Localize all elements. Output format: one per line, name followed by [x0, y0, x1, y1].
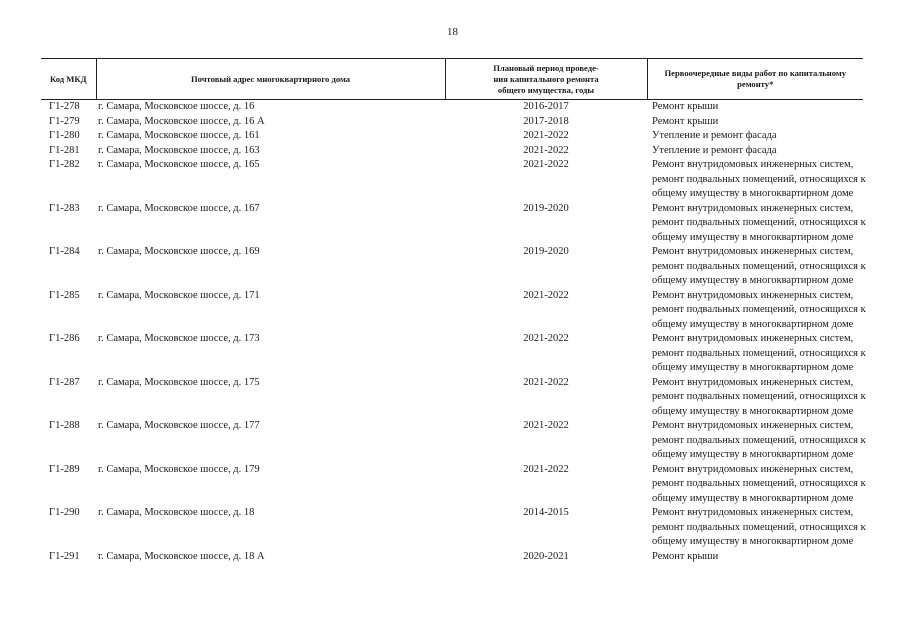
cell-address: г. Самара, Московское шоссе, д. 163: [98, 144, 260, 156]
works-line: ремонт подвальных помещений, относящихся к: [652, 347, 866, 359]
cell-address: г. Самара, Московское шоссе, д. 16 А: [98, 115, 265, 127]
cell-period: 2017-2018: [523, 115, 569, 127]
works-line: общему имуществу в многоквартирном доме: [652, 449, 854, 460]
header-period-line: ния капитального ремонта: [493, 73, 599, 84]
works-line: Утепление и ремонт фасада: [652, 144, 777, 156]
table-row: [41, 115, 863, 130]
cell-period: 2021-2022: [523, 289, 569, 301]
cell-works: [647, 289, 866, 333]
cell-period: 2021-2022: [523, 159, 569, 170]
cell-works: [647, 463, 866, 507]
works-line: ремонт подвальных помещений, относящихся к: [652, 217, 866, 228]
cell-period: 2016-2017: [523, 101, 569, 112]
works-line: Ремонт внутридомовых инженерных систем,: [652, 202, 854, 214]
cell-works: [647, 245, 866, 289]
works-line: Ремонт внутридомовых инженерных систем,: [652, 246, 854, 257]
cell-code: Г1-291: [49, 550, 80, 562]
works-line: ремонт подвальных помещений, относящихся к: [652, 478, 866, 489]
table-row: [41, 550, 863, 565]
cell-period: 2021-2022: [523, 420, 569, 431]
cell-address: г. Самара, Московское шоссе, д. 169: [98, 246, 260, 257]
cell-code: Г1-288: [49, 420, 80, 431]
header-works: [647, 59, 863, 100]
cell-code: Г1-280: [49, 130, 80, 141]
works-line: общему имуществу в многоквартирном доме: [652, 188, 854, 199]
table-row: [41, 158, 863, 202]
cell-code: Г1-282: [49, 159, 80, 170]
header-address: Почтовый адрес многоквартирного дома: [96, 59, 445, 100]
table-row: [41, 202, 863, 246]
table-row: [41, 376, 863, 420]
cell-works: [647, 100, 863, 115]
cell-works: [647, 419, 866, 463]
works-line: Ремонт внутридомовых инженерных систем,: [652, 376, 854, 388]
table-row: [41, 463, 863, 507]
cell-works: [647, 144, 863, 159]
table-row: [41, 289, 863, 333]
cell-address: г. Самара, Московское шоссе, д. 177: [98, 420, 260, 431]
works-line: Ремонт внутридомовых инженерных систем,: [652, 289, 854, 301]
cell-works: [647, 506, 866, 550]
cell-works: [647, 158, 866, 202]
table-body: [41, 100, 866, 565]
cell-works: [647, 376, 866, 420]
header-works-line: ремонту*: [737, 79, 774, 89]
works-line: общему имуществу в многоквартирном доме: [652, 231, 854, 243]
cell-address: г. Самара, Московское шоссе, д. 165: [98, 159, 260, 170]
cell-code: Г1-290: [49, 507, 80, 518]
cell-period: 2021-2022: [523, 130, 569, 141]
cell-code: Г1-289: [49, 463, 80, 475]
page-number: 18: [447, 26, 458, 38]
table-row: [41, 419, 863, 463]
works-line: ремонт подвальных помещений, относящихся к: [652, 521, 866, 533]
cell-address: г. Самара, Московское шоссе, д. 173: [98, 333, 260, 344]
cell-works: [647, 115, 863, 130]
cell-code: Г1-281: [49, 144, 80, 156]
cell-address: г. Самара, Московское шоссе, д. 175: [98, 376, 260, 388]
cell-address: г. Самара, Московское шоссе, д. 179: [98, 463, 260, 475]
header-period-line: общего имущества, годы: [497, 84, 595, 95]
header-row: [41, 59, 863, 100]
works-line: Ремонт внутридомовых инженерных систем,: [652, 159, 854, 170]
cell-address: г. Самара, Московское шоссе, д. 16: [98, 101, 255, 112]
works-line: Ремонт внутридомовых инженерных систем,: [652, 463, 854, 475]
works-line: Ремонт внутридомовых инженерных систем,: [652, 333, 854, 344]
cell-works: [647, 129, 863, 144]
cell-works: [647, 332, 866, 376]
cell-address: г. Самара, Московское шоссе, д. 161: [98, 130, 260, 141]
cell-address: г. Самара, Московское шоссе, д. 171: [98, 289, 260, 301]
works-line: Утепление и ремонт фасада: [652, 130, 777, 141]
cell-period: 2014-2015: [523, 507, 569, 518]
works-line: Ремонт внутридомовых инженерных систем,: [652, 420, 854, 431]
cell-period: 2019-2020: [523, 202, 569, 214]
works-line: общему имуществу в многоквартирном доме: [652, 492, 854, 504]
header-period: [445, 59, 647, 100]
header-period-line: Плановый период проведе-: [493, 62, 599, 73]
cell-period: 2021-2022: [523, 144, 569, 156]
cell-code: Г1-284: [49, 246, 80, 257]
table-row: [41, 245, 863, 289]
works-line: общему имуществу в многоквартирном доме: [652, 362, 854, 373]
works-line: ремонт подвальных помещений, относящихся к: [652, 173, 866, 185]
cell-code: Г1-286: [49, 333, 80, 344]
works-line: общему имуществу в многоквартирном доме: [652, 405, 854, 417]
works-line: ремонт подвальных помещений, относящихся к: [652, 391, 866, 402]
table-header: [41, 59, 863, 100]
works-line: общему имуществу в многоквартирном доме: [652, 275, 854, 286]
cell-code: Г1-283: [49, 202, 80, 214]
cell-code: Г1-287: [49, 376, 80, 388]
cell-period: 2021-2022: [523, 333, 569, 344]
cell-address: г. Самара, Московское шоссе, д. 167: [98, 202, 260, 214]
cell-code: Г1-279: [49, 115, 80, 127]
cell-period: 2019-2020: [523, 246, 569, 257]
table-row: [41, 506, 863, 550]
table-row: [41, 100, 863, 115]
cell-works: [647, 550, 863, 565]
table-row: [41, 332, 863, 376]
table-row: [41, 144, 863, 159]
works-line: общему имуществу в многоквартирном доме: [652, 536, 854, 547]
header-works-line: Первоочередные виды работ по капитальному: [664, 68, 847, 78]
cell-code: Г1-285: [49, 289, 80, 301]
works-line: общему имуществу в многоквартирном доме: [652, 318, 854, 330]
cell-address: г. Самара, Московское шоссе, д. 18: [98, 507, 255, 518]
table-row: [41, 129, 863, 144]
cell-period: 2021-2022: [523, 376, 569, 388]
cell-code: Г1-278: [49, 101, 80, 112]
works-line: Ремонт внутридомовых инженерных систем,: [652, 507, 854, 518]
works-line: ремонт подвальных помещений, относящихся к: [652, 304, 866, 315]
cell-period: 2020-2021: [523, 550, 569, 562]
works-line: Ремонт крыши: [652, 550, 719, 562]
works-line: Ремонт крыши: [652, 115, 719, 127]
cell-period: 2021-2022: [523, 463, 569, 475]
header-code: Код МКД: [41, 59, 96, 100]
works-line: Ремонт крыши: [652, 101, 719, 112]
works-line: ремонт подвальных помещений, относящихся к: [652, 434, 866, 446]
cell-works: [647, 202, 866, 246]
works-line: ремонт подвальных помещений, относящихся к: [652, 260, 866, 272]
cell-address: г. Самара, Московское шоссе, д. 18 А: [98, 550, 265, 562]
capital-repair-table: [41, 58, 866, 564]
